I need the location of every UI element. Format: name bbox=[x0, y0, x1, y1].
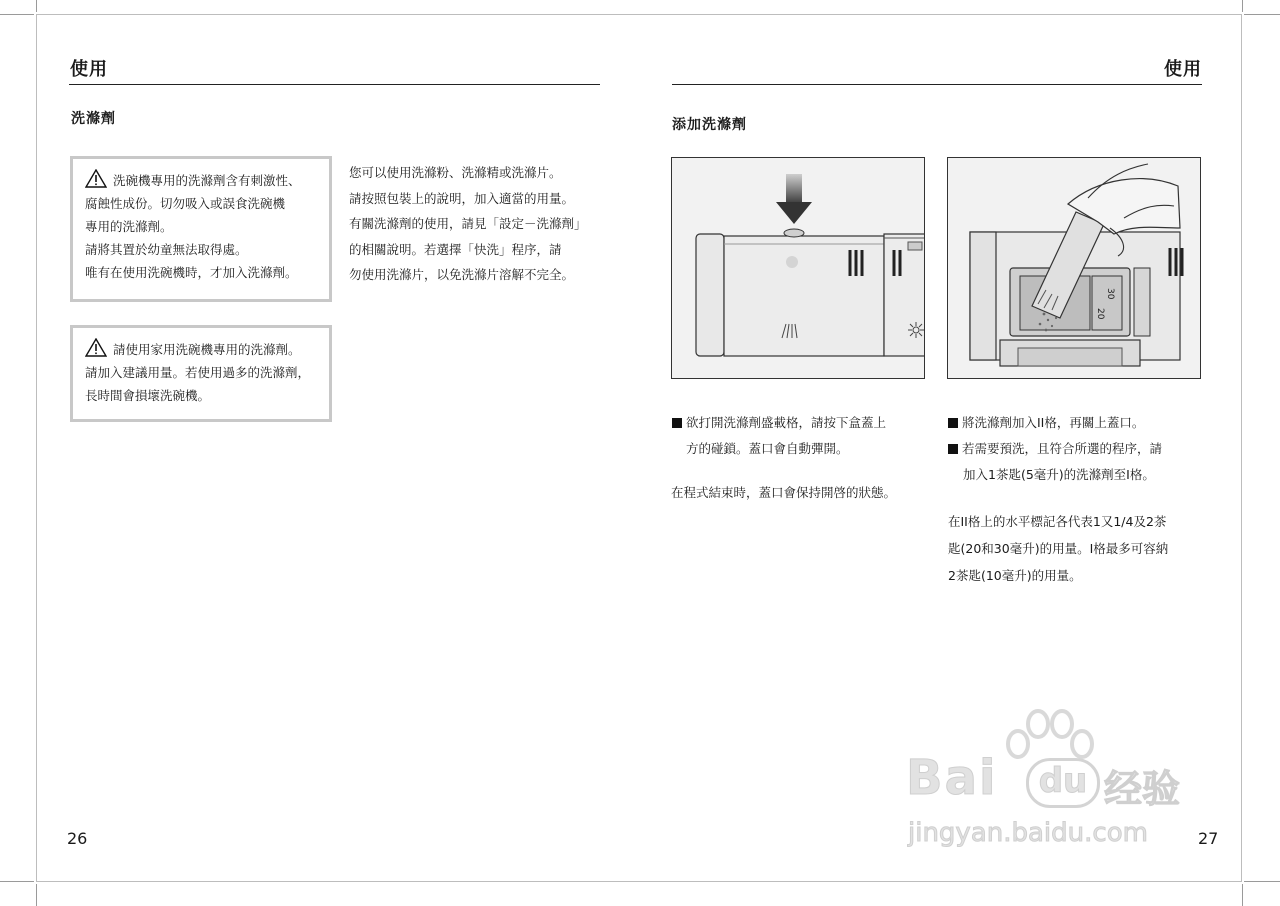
crop-mark bbox=[1244, 14, 1280, 15]
warning-1-line: 洗碗機專用的洗滌劑含有刺激性、 bbox=[113, 173, 301, 188]
right-page-number: 27 bbox=[1198, 829, 1219, 848]
crop-mark bbox=[0, 881, 34, 882]
para-line: 2茶匙(10毫升)的用量。 bbox=[948, 568, 1082, 583]
crop-mark bbox=[36, 0, 37, 12]
lid-state-note bbox=[671, 480, 896, 506]
watermark-url: jingyan.baidu.com bbox=[908, 818, 1148, 848]
crop-mark bbox=[0, 14, 34, 15]
warning-box-1 bbox=[70, 156, 332, 302]
warning-2-line: 請使用家用洗碗機專用的洗滌劑。 bbox=[113, 342, 301, 357]
left-page-number: 26 bbox=[67, 829, 88, 848]
warning-triangle-icon bbox=[85, 338, 107, 357]
left-header-rule bbox=[69, 84, 600, 85]
warning-1-line: 請將其置於幼童無法取得處。 bbox=[85, 242, 248, 257]
right-header-rule bbox=[672, 84, 1202, 85]
baidu-watermark bbox=[900, 708, 1210, 858]
warning-1-line: 腐蝕性成份。切勿吸入或誤食洗碗機 bbox=[85, 196, 286, 211]
warning-box-2 bbox=[70, 325, 332, 422]
warning-2-line: 長時間會損壞洗碗機。 bbox=[85, 388, 211, 403]
fill-mark-30: 30 bbox=[1105, 288, 1115, 300]
warning-1-line: 唯有在使用洗碗機時，才加入洗滌劑。 bbox=[85, 265, 298, 280]
fill-marks-paragraph bbox=[948, 508, 1168, 589]
bullet-continuation: 加入1茶匙(5毫升)的洗滌劑至I格。 bbox=[963, 467, 1155, 482]
bullet-line: 若需要預洗，且符合所選的程序，請 bbox=[948, 436, 1162, 462]
dispenser-closed-figure bbox=[671, 157, 925, 379]
para-line: 在II格上的水平標記各代表1又1/4及2茶 bbox=[948, 514, 1167, 529]
left-page-header: 使用 bbox=[70, 59, 108, 80]
watermark-brand-du: du bbox=[1038, 761, 1088, 801]
left-section-title: 洗滌劑 bbox=[71, 111, 116, 127]
warning-2-line: 請加入建議用量。若使用過多的洗滌劑， bbox=[85, 365, 311, 380]
bullet-line: 將洗滌劑加入II格，再關上蓋口。 bbox=[948, 410, 1162, 436]
watermark-brand-latin: Bai bbox=[906, 750, 998, 806]
add-detergent-instructions bbox=[948, 410, 1162, 488]
open-dispenser-instructions bbox=[672, 410, 886, 462]
warning-triangle-icon bbox=[85, 169, 107, 188]
detergent-usage-paragraph bbox=[349, 160, 587, 288]
bullet-line: 欲打開洗滌劑盛載格，請按下盒蓋上 bbox=[672, 410, 886, 436]
crop-mark bbox=[36, 884, 37, 906]
body-line: 您可以使用洗滌粉、洗滌精或洗滌片。 bbox=[349, 165, 562, 180]
dispenser-closed-illustration bbox=[672, 158, 925, 379]
crop-mark bbox=[1244, 881, 1280, 882]
body-line: 請按照包裝上的說明，加入適當的用量。 bbox=[349, 190, 575, 206]
right-page-header: 使用 bbox=[1164, 59, 1202, 80]
note-line: 在程式結束時，蓋口會保持開啓的狀態。 bbox=[671, 485, 897, 500]
warning-1-line: 專用的洗滌劑。 bbox=[85, 219, 173, 234]
crop-mark bbox=[1242, 0, 1243, 12]
body-line: 有關洗滌劑的使用，請見「設定－洗滌劑」 bbox=[349, 216, 587, 231]
body-line: 勿使用洗滌片，以免洗滌片溶解不完全。 bbox=[349, 267, 575, 282]
pouring-detergent-illustration bbox=[948, 158, 1201, 379]
crop-mark bbox=[1242, 884, 1243, 906]
right-section-title: 添加洗滌劑 bbox=[672, 117, 747, 133]
bullet-continuation: 方的碰鎖。蓋口會自動彈開。 bbox=[686, 441, 849, 456]
para-line: 匙(20和30毫升)的用量。I格最多可容納 bbox=[948, 541, 1169, 556]
fill-mark-20: 20 bbox=[1095, 308, 1105, 320]
watermark-brand-cjk: 经验 bbox=[1104, 767, 1181, 811]
pouring-detergent-figure bbox=[947, 157, 1201, 379]
body-line: 的相關說明。若選擇「快洗」程序，請 bbox=[349, 241, 562, 257]
